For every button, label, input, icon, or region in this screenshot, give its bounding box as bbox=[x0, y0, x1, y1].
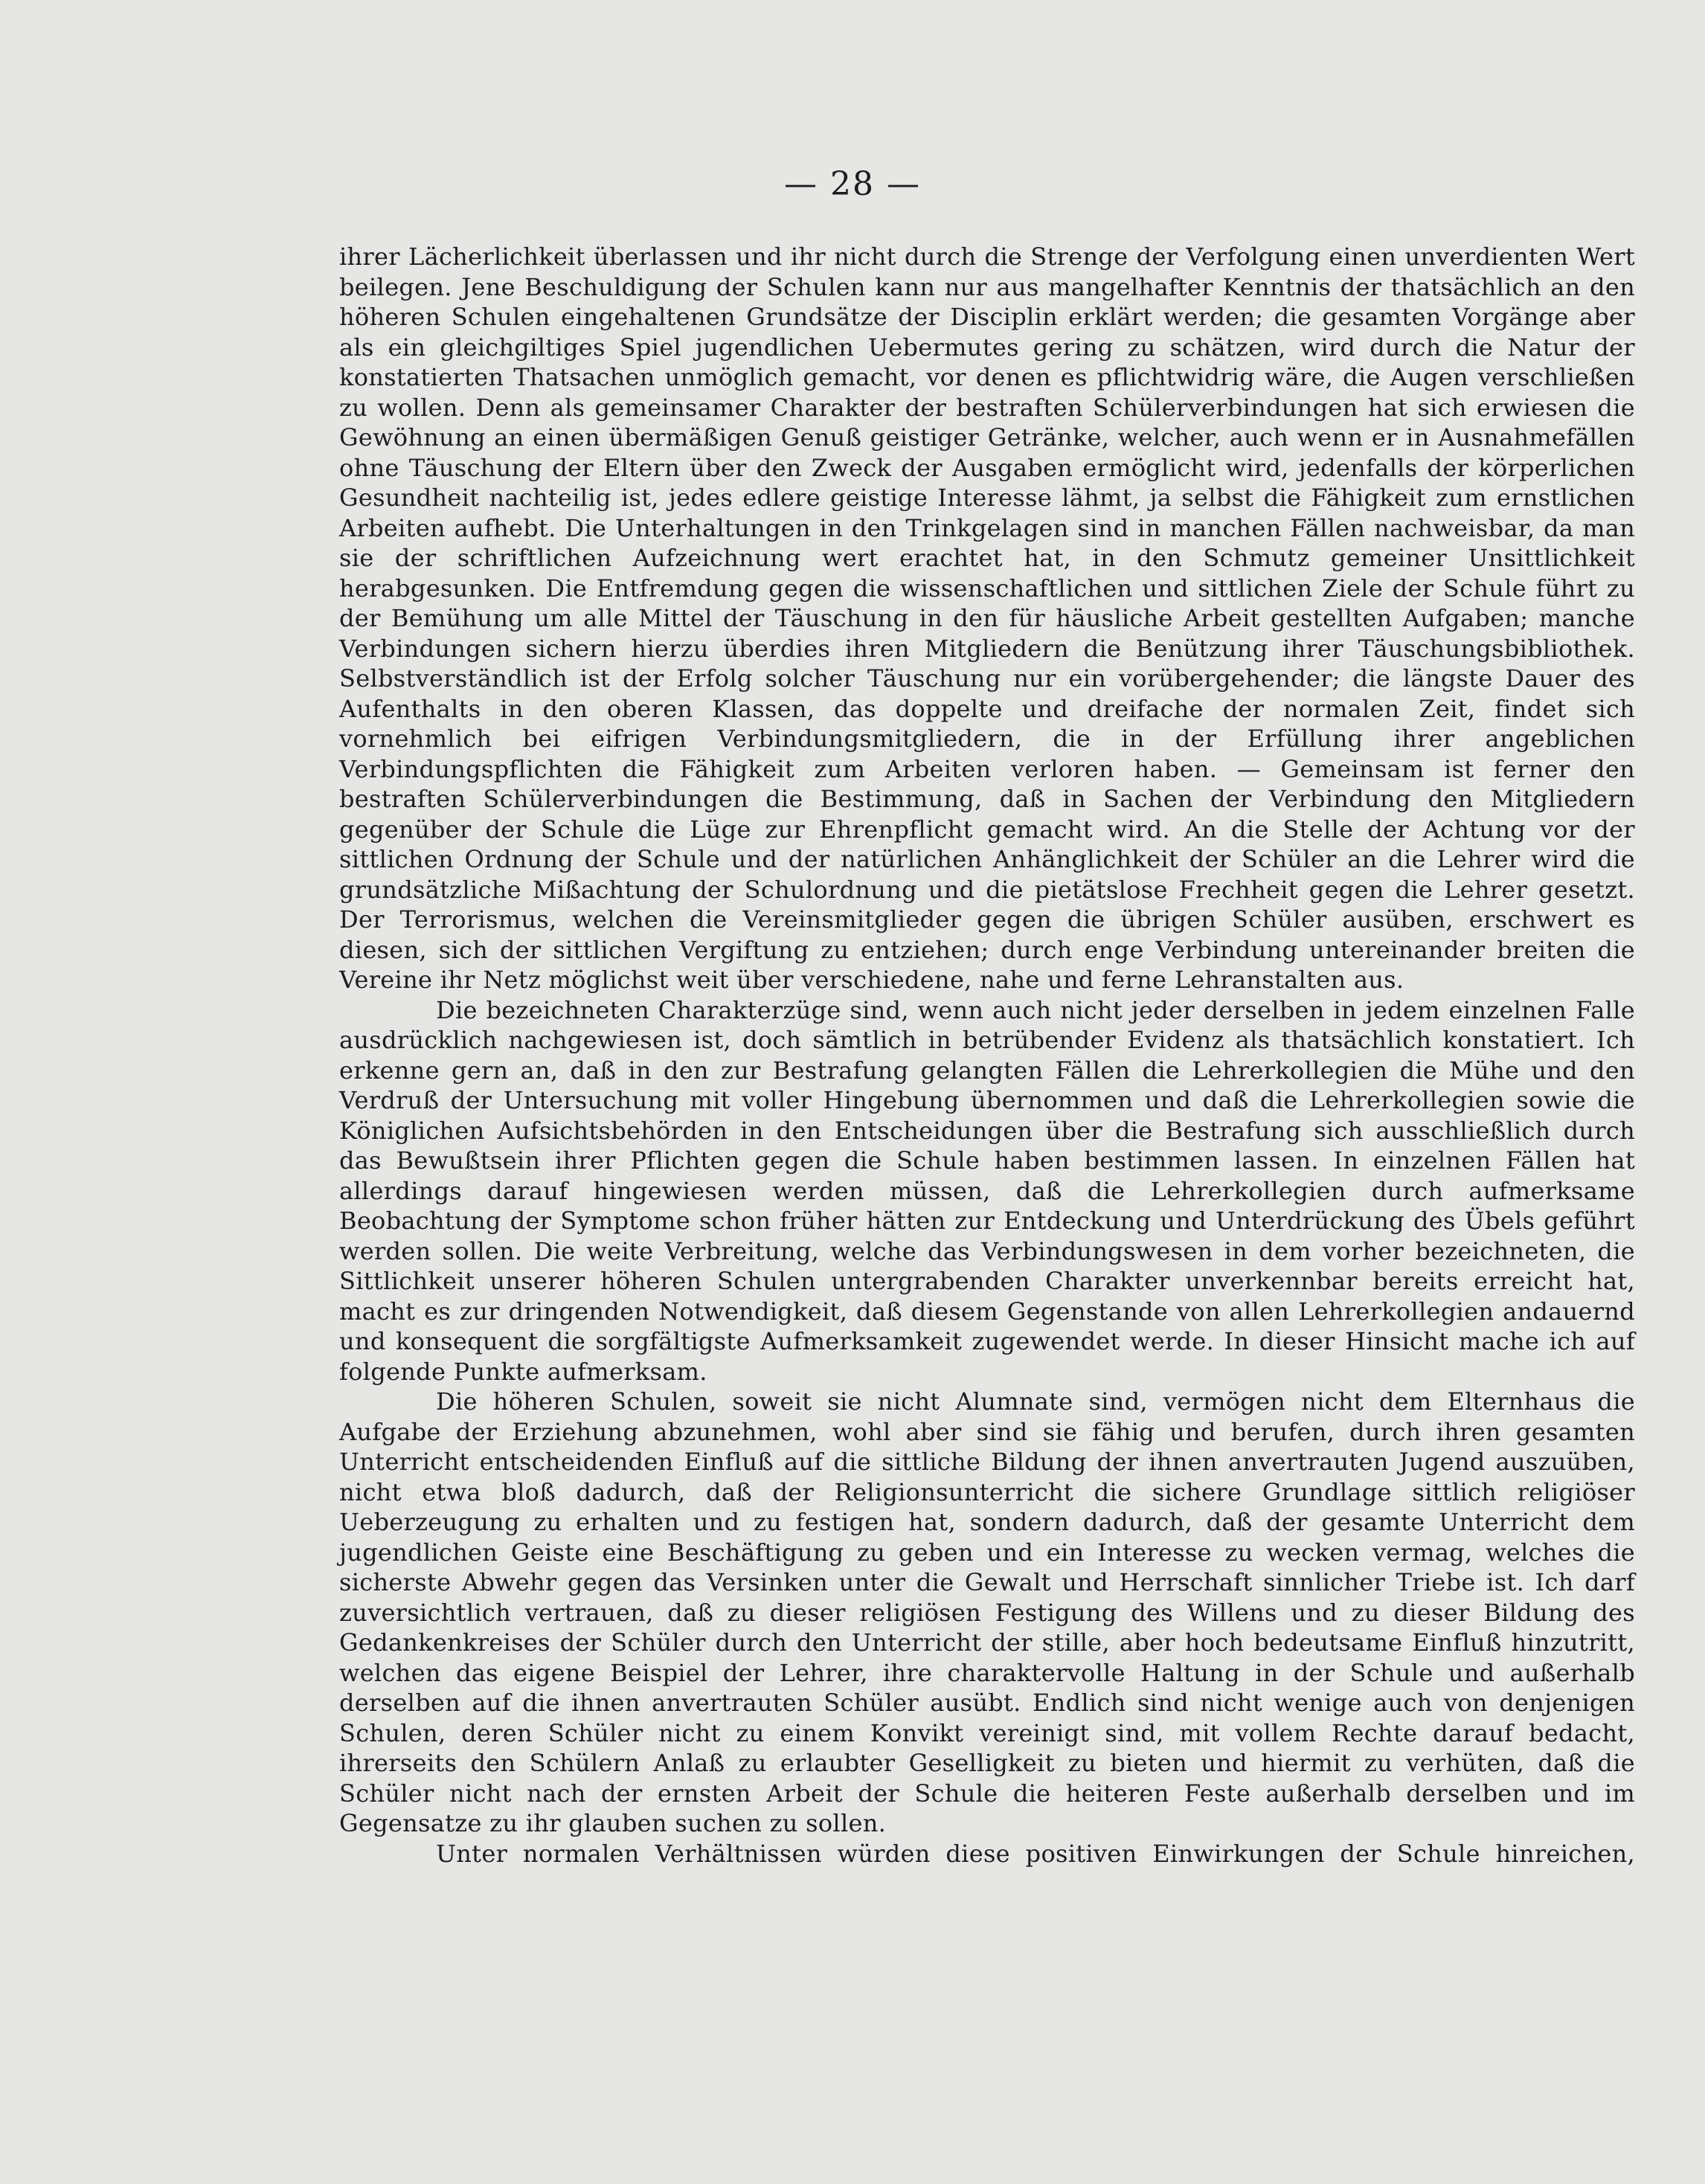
body-text bbox=[339, 242, 1635, 1869]
page-number: — 28 — bbox=[784, 165, 921, 203]
paragraph: Die höheren Schulen, soweit sie nicht Alumnate sind, vermögen nicht dem Elternhaus die Aufgabe der Erziehung abzunehmen, wohl aber sind sie fähig und berufen, durch ihren gesamten Unterricht entscheidenden Einfluß auf die sittliche Bildung der ihnen anvertrauten Jugend auszuüben, nicht etwa bloß dadurch, daß der Religionsunterricht die sichere Grundlage sittlich religiöser Ueberzeugung zu erhalten und zu festigen hat, sondern dadurch, daß der gesamte Unterricht dem jugendlichen Geiste eine Beschäftigung zu geben und ein Interesse zu wecken vermag, welches die sicherste Abwehr gegen das Versinken unter die Gewalt und Herrschaft sinnlicher Triebe ist. Ich darf zuversichtlich vertrauen, daß zu dieser religiösen Festigung des Willens und zu dieser Bildung des Gedankenkreises der Schüler durch den Unterricht der stille, aber hoch bedeutsame Einfluß hinzutritt, welchen das eigene Beispiel der Lehrer, ihre charaktervolle Haltung in der Schule und außerhalb derselben auf die ihnen anvertrauten Schüler ausübt. Endlich sind nicht wenige auch von denjenigen Schulen, deren Schüler nicht zu einem Konvikt vereinigt sind, mit vollem Rechte darauf bedacht, ihrerseits den Schülern Anlaß zu erlaubter Geselligkeit zu bieten und hiermit zu verhüten, daß die Schüler nicht nach der ernsten Arbeit der Schule die heiteren Feste außerhalb derselben und im Gegensatze zu ihr glauben suchen zu sollen. bbox=[339, 1387, 1635, 1837]
paragraph: Die bezeichneten Charakterzüge sind, wenn auch nicht jeder derselben in jedem einzelnen Falle ausdrücklich nachgewiesen ist, doch sämtlich in betrübender Evidenz als thatsächlich konstatiert. Ich erkenne gern an, daß in den zur Bestrafung gelangten Fällen die Lehrerkollegien die Mühe und den Verdruß der Untersuchung mit voller Hingebung übernommen und daß die Lehrerkollegien sowie die Königlichen Aufsichtsbehörden in den Entscheidungen über die Bestrafung sich ausschließlich durch das Bewußtsein ihrer Pflichten gegen die Schule haben bestimmen lassen. In einzelnen Fällen hat allerdings darauf hingewiesen werden müssen, daß die Lehrerkollegien durch aufmerksame Beobachtung der Symptome schon früher hätten zur Entdeckung und Unterdrückung des Übels geführt werden sollen. Die weite Verbreitung, welche das Verbindungswesen in dem vorher bezeichneten, die Sittlichkeit unserer höheren Schulen untergrabenden Charakter unverkennbar bereits erreicht hat, macht es zur dringenden Notwendigkeit, daß diesem Gegenstande von allen Lehrerkollegien andauernd und konsequent die sorgfältigste Aufmerksamkeit zugewendet werde. In dieser Hinsicht mache ich auf folgende Punkte aufmerksam. bbox=[339, 995, 1635, 1386]
paragraph: ihrer Lächerlichkeit überlassen und ihr nicht durch die Strenge der Verfolgung einen unverdienten Wert beilegen. Jene Beschuldigung der Schulen kann nur aus mangelhafter Kenntnis der thatsächlich an den höheren Schulen eingehaltenen Grundsätze der Disciplin erklärt werden; die gesamten Vorgänge aber als ein gleichgiltiges Spiel jugendlichen Uebermutes gering zu schätzen, wird durch die Natur der konstatierten Thatsachen unmöglich gemacht, vor denen es pflichtwidrig wäre, die Augen verschließen zu wollen. Denn als gemeinsamer Charakter der bestraften Schülerverbindungen hat sich erwiesen die Gewöhnung an einen übermäßigen Genuß geistiger Getränke, welcher, auch wenn er in Ausnahmefällen ohne Täuschung der Eltern über den Zweck der Ausgaben ermöglicht wird, jedenfalls der körperlichen Gesundheit nachteilig ist, jedes edlere geistige Interesse lähmt, ja selbst die Fähigkeit zum ernstlichen Arbeiten aufhebt. Die Unterhaltungen in den Trinkgelagen sind in manchen Fällen nachweisbar, da man sie der schriftlichen Aufzeichnung wert erachtet hat, in den Schmutz gemeiner Unsittlichkeit herabgesunken. Die Entfremdung gegen die wissenschaftlichen und sittlichen Ziele der Schule führt zu der Bemühung um alle Mittel der Täuschung in den für häusliche Arbeit gestellten Aufgaben; manche Verbindungen sichern hierzu überdies ihren Mitgliedern die Benützung ihrer Täuschungsbibliothek. Selbstverständlich ist der Erfolg solcher Täuschung nur ein vorübergehender; die längste Dauer des Aufenthalts in den oberen Klassen, das doppelte und dreifache der normalen Zeit, findet sich vornehmlich bei eifrigen Verbindungsmitgliedern, die in der Erfüllung ihrer angeblichen Verbindungspflichten die Fähigkeit zum Arbeiten verloren haben. — Gemeinsam ist ferner den bestraften Schülerverbindungen die Bestimmung, daß in Sachen der Verbindung den Mitgliedern gegenüber der Schule die Lüge zur Ehrenpflicht gemacht wird. An die Stelle der Achtung vor der sittlichen Ordnung der Schule und der natürlichen Anhänglichkeit der Schüler an die Lehrer wird die grundsätzliche Mißachtung der Schulordnung und die pietätslose Frechheit gegen die Lehrer gesetzt. Der Terrorismus, welchen die Vereinsmitglieder gegen die übrigen Schüler ausüben, erschwert es diesen, sich der sittlichen Vergiftung zu entziehen; durch enge Verbindung untereinander breiten die Vereine ihr Netz möglichst weit über verschiedene, nahe und ferne Lehranstalten aus. bbox=[339, 243, 1635, 994]
paragraph: Unter normalen Verhältnissen würden diese positiven Einwirkungen der Schule hinreichen, bbox=[436, 1839, 1635, 1868]
